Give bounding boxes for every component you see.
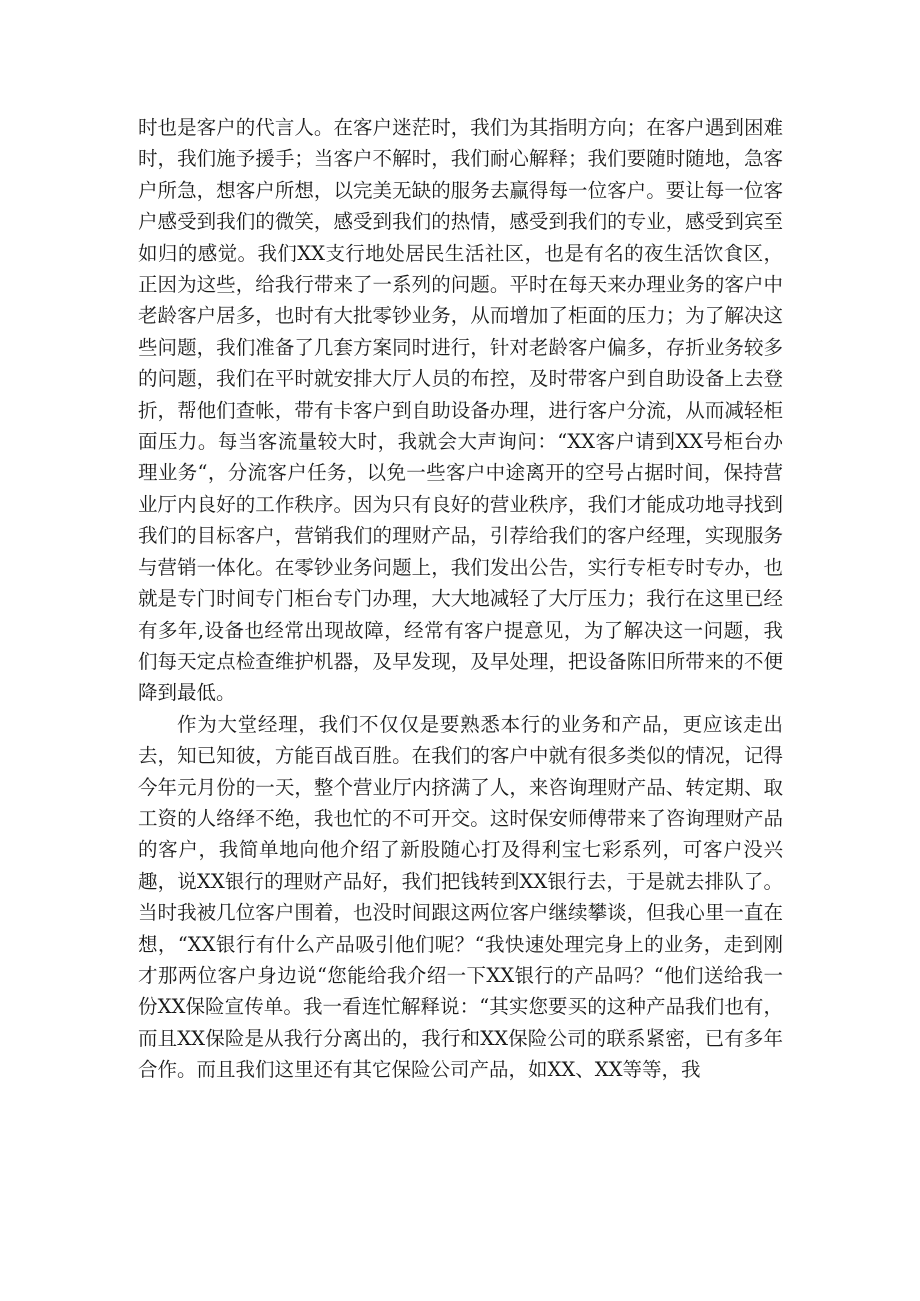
paragraph: 时也是客户的代言人。在客户迷茫时，我们为其指明方向；在客户遇到困难时，我们施予援手；当客户不解时，我们耐心解释；我们要随时随地，急客户所急，想客户所想，以完美无缺的服务去赢得每一位客户。要让每一位客户感受到我们的微笑，感受到我们的热情，感受到我们的专业，感受到宾至如归的感觉。我们XX支行地处居民生活社区，也是有名的夜生活饮食区，正因为这些，给我行带来了一系列的问题。平时在每天来办理业务的客户中老龄客户居多，也时有大批零钞业务，从而增加了柜面的压力；为了解决这些问题，我们准备了几套方案同时进行，针对老龄客户偏多，存折业务较多的问题，我们在平时就安排大厅人员的布控，及时带客户到自助设备上去登折，帮他们查帐，带有卡客户到自助设备办理，进行客户分流，从而减轻柜面压力。每当客流量较大时，我就会大声询问：“XX客户请到XX号柜台办理业务“，分流客户任务，以免一些客户中途离开的空号占据时间，保持营业厅内良好的工作秩序。因为只有良好的营业秩序，我们才能成功地寻找到我们的目标客户，营销我们的理财产品，引荐给我们的客户经理，实现服务与营销一体化。在零钞业务问题上，我们发出公告，实行专柜专时专办，也就是专门时间专门柜台专门办理，大大地减轻了大厅压力；我行在这里已经有多年,设备也经常出现故障，经常有客户提意见，为了解决这一问题，我们每天定点检查维护机器，及早发现，及早处理，把设备陈旧所带来的不便降到最低。 (138, 116, 783, 705)
document-body (138, 112, 783, 1086)
paragraph: 作为大堂经理，我们不仅仅是要熟悉本行的业务和产品，更应该走出去，知已知彼，方能百战百胜。在我们的客户中就有很多类似的情况，记得今年元月份的一天，整个营业厅内挤满了人，来咨询理财产品、转定期、取工资的人络绎不绝，我也忙的不可开交。这时保安师傅带来了咨询理财产品的客户，我简单地向他介绍了新股随心打及得利宝七彩系列，可客户没兴趣，说XX银行的理财产品好，我们把钱转到XX银行去，于是就去排队了。当时我被几位客户围着，也没时间跟这两位客户继续攀谈，但我心里一直在想，“XX银行有什么产品吸引他们呢？“我快速处理完身上的业务，走到刚才那两位客户身边说“您能给我介绍一下XX银行的产品吗？“他们送给我一份XX保险宣传单。我一看连忙解释说：“其实您要买的这种产品我们也有，而且XX保险是从我行分离出的，我行和XX保险公司的联系紧密，已有多年合作。而且我们这里还有其它保险公司产品，如XX、XX等等，我 (138, 712, 783, 1082)
